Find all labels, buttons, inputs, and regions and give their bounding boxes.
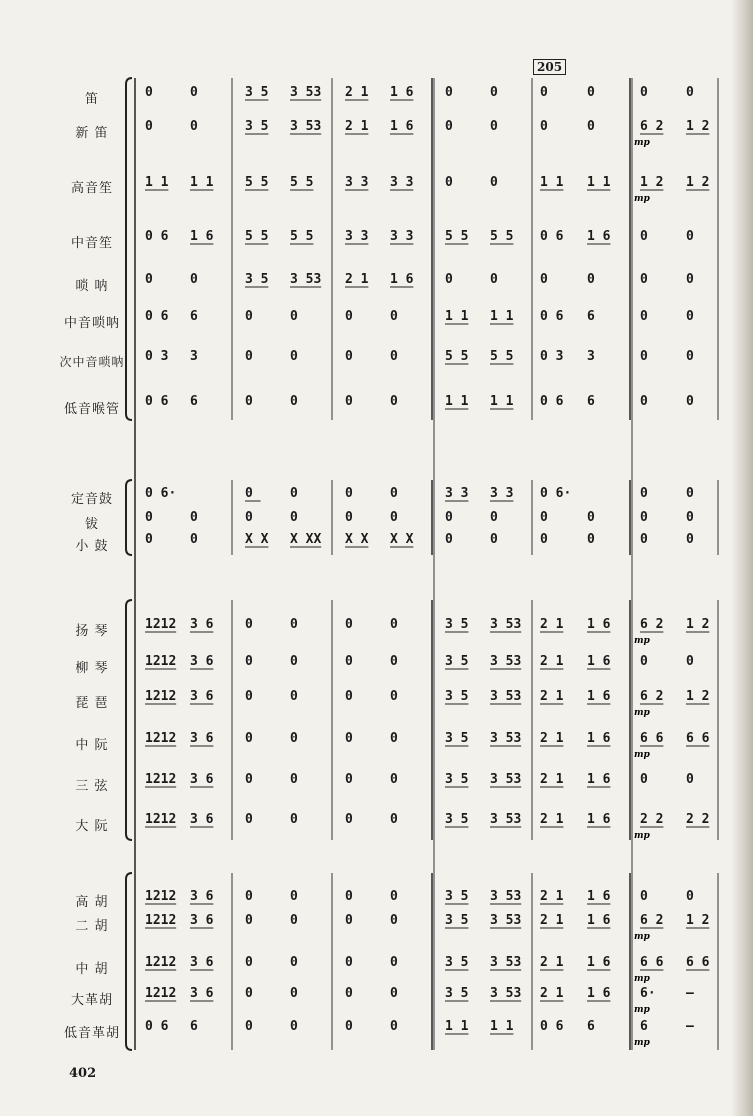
note-cell: 3 53 bbox=[490, 889, 522, 904]
note-cell: 1 6 bbox=[587, 986, 611, 1001]
instrument-label: 低音革胡 bbox=[63, 1026, 120, 1041]
note-cell: 0 bbox=[245, 689, 253, 704]
note-cell: 1 6 bbox=[587, 812, 611, 827]
note-cell: 0 bbox=[345, 772, 353, 787]
note-cell: 5 5 bbox=[490, 229, 514, 244]
note-cell: 3 5 bbox=[245, 85, 269, 100]
instrument-label: 大革胡 bbox=[70, 993, 113, 1008]
note-cell: 0 bbox=[390, 689, 398, 704]
instrument-label: 中音唢呐 bbox=[63, 316, 120, 331]
note-cell: 1 2 bbox=[686, 913, 710, 928]
note-cell: 1 1 bbox=[445, 394, 469, 409]
instrument-label: 定音鼓 bbox=[70, 492, 113, 507]
note-cell: 0 bbox=[490, 532, 498, 547]
dynamic-mark: mp bbox=[634, 831, 650, 841]
instrument-label: 高音笙 bbox=[70, 181, 113, 196]
note-cell: 0 bbox=[245, 731, 253, 746]
note-cell: 1212 bbox=[145, 617, 177, 632]
note-cell: – bbox=[686, 986, 694, 1001]
note-cell: 0 6 bbox=[540, 394, 564, 409]
note-cell: 0 bbox=[290, 654, 298, 669]
note-cell: 5 5 bbox=[290, 229, 314, 244]
note-cell: 2 1 bbox=[345, 119, 369, 134]
note-cell: 3 3 bbox=[490, 486, 514, 501]
instrument-label: 小 鼓 bbox=[75, 539, 109, 554]
note-cell: 0 bbox=[190, 532, 198, 547]
note-cell: 0 bbox=[190, 272, 198, 287]
note-cell: 3 5 bbox=[245, 119, 269, 134]
note-cell: 3 5 bbox=[445, 812, 469, 827]
note-cell: 0 bbox=[587, 85, 595, 100]
note-cell: 3 53 bbox=[290, 85, 322, 100]
note-cell: 6 2 bbox=[640, 689, 664, 704]
note-cell: 1 6 bbox=[587, 889, 611, 904]
note-cell: 0 bbox=[345, 394, 353, 409]
note-cell: 6· bbox=[640, 986, 656, 1001]
instrument-label: 低音喉管 bbox=[63, 402, 120, 417]
note-cell: 0 bbox=[290, 955, 298, 970]
note-cell: 1 6 bbox=[390, 85, 414, 100]
instrument-label: 大 阮 bbox=[75, 819, 109, 834]
note-cell: 5 5 bbox=[445, 229, 469, 244]
note-cell: 3 6 bbox=[190, 731, 214, 746]
note-cell: 0 bbox=[540, 510, 548, 525]
note-cell: 6 6 bbox=[640, 731, 664, 746]
note-cell: 3 53 bbox=[490, 812, 522, 827]
note-cell: 0 6 bbox=[145, 229, 169, 244]
instrument-label: 新 笛 bbox=[75, 126, 109, 141]
note-cell: 2 1 bbox=[540, 889, 564, 904]
note-cell: 0 bbox=[640, 654, 648, 669]
note-cell: 0 bbox=[540, 532, 548, 547]
note-cell: 0 bbox=[145, 510, 153, 525]
note-cell: 0 bbox=[245, 955, 253, 970]
note-cell: 3 53 bbox=[290, 272, 322, 287]
note-cell: 5 5 bbox=[445, 349, 469, 364]
note-cell: 0 3 bbox=[145, 349, 169, 364]
note-cell: 2 1 bbox=[540, 955, 564, 970]
note-cell: 3 5 bbox=[445, 731, 469, 746]
note-cell: 0 bbox=[640, 772, 648, 787]
note-cell: 1 1 bbox=[445, 309, 469, 324]
note-cell: 5 5 bbox=[490, 349, 514, 364]
note-cell: 0 bbox=[345, 1019, 353, 1034]
note-cell: – bbox=[686, 1019, 694, 1034]
note-cell: 0 bbox=[245, 913, 253, 928]
note-cell: 0 bbox=[490, 510, 498, 525]
instrument-label: 扬 琴 bbox=[75, 624, 109, 639]
note-cell: 3 5 bbox=[445, 617, 469, 632]
note-cell: 3 6 bbox=[190, 913, 214, 928]
note-cell: 0 bbox=[640, 486, 648, 501]
instrument-label: 中音笙 bbox=[70, 236, 113, 251]
note-cell: 6 2 bbox=[640, 617, 664, 632]
note-cell: 0 bbox=[640, 510, 648, 525]
note-cell: 0 bbox=[345, 654, 353, 669]
note-cell: X X bbox=[345, 532, 369, 547]
dynamic-mark: mp bbox=[634, 1005, 650, 1015]
note-cell: 2 2 bbox=[686, 812, 710, 827]
note-cell: 0 bbox=[490, 119, 498, 134]
note-cell: 0 bbox=[490, 272, 498, 287]
note-cell: 0 6 bbox=[145, 1019, 169, 1034]
note-cell: 0 bbox=[290, 731, 298, 746]
note-cell: 0 bbox=[345, 309, 353, 324]
note-cell: 0 bbox=[490, 175, 498, 190]
note-cell: 0 bbox=[390, 913, 398, 928]
note-cell: 0 bbox=[686, 486, 694, 501]
note-cell: 0 bbox=[445, 532, 453, 547]
note-cell: 0 6 bbox=[540, 309, 564, 324]
note-cell: 0 bbox=[640, 272, 648, 287]
note-cell: 0 bbox=[290, 1019, 298, 1034]
note-cell: 1212 bbox=[145, 913, 177, 928]
note-cell: 1 6 bbox=[587, 654, 611, 669]
note-cell: 0 bbox=[540, 272, 548, 287]
note-cell: 0 bbox=[345, 731, 353, 746]
note-cell: 3 5 bbox=[245, 272, 269, 287]
note-cell: 3 bbox=[190, 349, 198, 364]
note-cell: 0 bbox=[390, 654, 398, 669]
note-cell: 1212 bbox=[145, 689, 177, 704]
instrument-label: 琵 琶 bbox=[75, 696, 109, 711]
dynamic-mark: mp bbox=[634, 708, 650, 718]
note-cell: 3 53 bbox=[490, 689, 522, 704]
instrument-label: 钹 bbox=[84, 517, 99, 532]
note-cell: 3 53 bbox=[490, 731, 522, 746]
note-cell: 6 6 bbox=[686, 955, 710, 970]
note-cell: 3 53 bbox=[490, 986, 522, 1001]
note-cell: 0 6 bbox=[540, 1019, 564, 1034]
note-cell: 2 1 bbox=[540, 986, 564, 1001]
note-cell: 1 6 bbox=[587, 772, 611, 787]
note-cell: 1 6 bbox=[390, 119, 414, 134]
note-cell: 0 bbox=[686, 510, 694, 525]
note-cell: 1212 bbox=[145, 731, 177, 746]
note-cell: 2 1 bbox=[345, 272, 369, 287]
note-cell: 2 1 bbox=[540, 654, 564, 669]
note-cell: 0 bbox=[345, 986, 353, 1001]
note-cell: 3 6 bbox=[190, 654, 214, 669]
note-cell: 0 bbox=[390, 731, 398, 746]
instrument-label: 三 弦 bbox=[75, 779, 109, 794]
note-cell: 3 3 bbox=[390, 229, 414, 244]
note-cell: 1 6 bbox=[587, 955, 611, 970]
note-cell: 3 5 bbox=[445, 913, 469, 928]
note-cell: 0 bbox=[445, 119, 453, 134]
note-cell: 3 5 bbox=[445, 955, 469, 970]
note-cell: 0 bbox=[245, 986, 253, 1001]
dynamic-mark: mp bbox=[634, 636, 650, 646]
note-cell: 0 bbox=[390, 955, 398, 970]
note-cell: 3 6 bbox=[190, 955, 214, 970]
note-cell: 0 bbox=[245, 486, 253, 501]
note-cell: 5 5 bbox=[290, 175, 314, 190]
note-cell: 0 bbox=[245, 394, 253, 409]
note-cell: 0 bbox=[290, 986, 298, 1001]
note-cell: 0 6· bbox=[145, 486, 177, 501]
dynamic-mark: mp bbox=[634, 750, 650, 760]
note-cell: 0 bbox=[145, 532, 153, 547]
note-cell: 3 53 bbox=[490, 913, 522, 928]
note-cell: 6 2 bbox=[640, 119, 664, 134]
note-cell: 0 bbox=[587, 119, 595, 134]
note-cell: 6 bbox=[587, 1019, 595, 1034]
note-cell: 2 1 bbox=[540, 913, 564, 928]
note-cell: 0 bbox=[390, 812, 398, 827]
note-cell: 0 bbox=[587, 510, 595, 525]
note-cell: 0 bbox=[490, 85, 498, 100]
note-cell: 1 2 bbox=[640, 175, 664, 190]
note-cell: 0 bbox=[345, 812, 353, 827]
note-cell: 0 bbox=[190, 510, 198, 525]
dynamic-mark: mp bbox=[634, 974, 650, 984]
note-cell: 0 bbox=[145, 272, 153, 287]
note-cell: 3 53 bbox=[490, 617, 522, 632]
note-cell: 0 bbox=[290, 889, 298, 904]
note-cell: 0 bbox=[290, 394, 298, 409]
note-cell: 2 1 bbox=[540, 812, 564, 827]
note-cell: 1 1 bbox=[490, 309, 514, 324]
note-cell: 1 1 bbox=[190, 175, 214, 190]
note-cell: 6 6 bbox=[640, 955, 664, 970]
note-cell: 0 bbox=[686, 85, 694, 100]
note-cell: 0 bbox=[390, 617, 398, 632]
note-cell: 0 bbox=[345, 689, 353, 704]
note-cell: 0 bbox=[390, 889, 398, 904]
note-cell: 0 bbox=[686, 889, 694, 904]
note-cell: 0 bbox=[290, 772, 298, 787]
note-cell: 1212 bbox=[145, 772, 177, 787]
note-cell: 0 bbox=[686, 309, 694, 324]
note-cell: 0 bbox=[145, 85, 153, 100]
note-cell: 1 1 bbox=[490, 1019, 514, 1034]
note-cell: 0 bbox=[245, 510, 253, 525]
note-cell: 6 bbox=[190, 394, 198, 409]
note-cell: 0 bbox=[245, 1019, 253, 1034]
note-cell: X XX bbox=[290, 532, 322, 547]
note-cell: 0 bbox=[686, 272, 694, 287]
note-cell: 0 bbox=[445, 85, 453, 100]
instrument-label: 中 阮 bbox=[75, 738, 109, 753]
note-cell: 0 bbox=[587, 272, 595, 287]
note-cell: 0 bbox=[190, 85, 198, 100]
note-cell: 3 6 bbox=[190, 689, 214, 704]
instrument-label: 唢 呐 bbox=[75, 279, 109, 294]
note-cell: 0 bbox=[587, 532, 595, 547]
note-cell: 5 5 bbox=[245, 229, 269, 244]
instrument-label: 中 胡 bbox=[75, 962, 109, 977]
note-cell: 0 bbox=[145, 119, 153, 134]
note-cell: 1 2 bbox=[686, 617, 710, 632]
note-cell: 6 bbox=[190, 309, 198, 324]
note-cell: 2 1 bbox=[540, 731, 564, 746]
note-cell: 0 bbox=[345, 617, 353, 632]
note-cell: 1 6 bbox=[190, 229, 214, 244]
note-cell: 0 bbox=[390, 986, 398, 1001]
note-cell: 3 5 bbox=[445, 889, 469, 904]
note-cell: 0 bbox=[290, 812, 298, 827]
note-cell: 6 bbox=[640, 1019, 648, 1034]
note-cell: 0 bbox=[540, 85, 548, 100]
note-cell: 3 6 bbox=[190, 889, 214, 904]
dynamic-mark: mp bbox=[634, 138, 650, 148]
note-cell: 0 bbox=[390, 1019, 398, 1034]
note-cell: 6 2 bbox=[640, 913, 664, 928]
note-cell: 0 bbox=[445, 272, 453, 287]
note-cell: 3 5 bbox=[445, 654, 469, 669]
note-cell: 6 6 bbox=[686, 731, 710, 746]
note-cell: 2 2 bbox=[640, 812, 664, 827]
note-cell: 0 bbox=[686, 532, 694, 547]
note-cell: 1 1 bbox=[540, 175, 564, 190]
note-cell: 0 bbox=[290, 309, 298, 324]
note-cell: X X bbox=[390, 532, 414, 547]
note-cell: 0 bbox=[290, 913, 298, 928]
note-cell: 3 3 bbox=[445, 486, 469, 501]
note-cell: 0 bbox=[290, 689, 298, 704]
note-cell: 3 5 bbox=[445, 986, 469, 1001]
instrument-label: 柳 琴 bbox=[75, 661, 109, 676]
note-cell: 0 bbox=[345, 913, 353, 928]
note-cell: 3 6 bbox=[190, 617, 214, 632]
note-cell: 0 bbox=[245, 812, 253, 827]
note-cell: 0 bbox=[540, 119, 548, 134]
note-cell: 1212 bbox=[145, 955, 177, 970]
note-cell: 0 6 bbox=[540, 229, 564, 244]
note-cell: 1 6 bbox=[587, 731, 611, 746]
note-cell: 0 bbox=[245, 309, 253, 324]
note-cell: 0 bbox=[640, 349, 648, 364]
note-cell: 0 bbox=[390, 510, 398, 525]
note-cell: 1 2 bbox=[686, 119, 710, 134]
note-cell: 1 6 bbox=[390, 272, 414, 287]
note-cell: 1 1 bbox=[145, 175, 169, 190]
note-cell: 3 3 bbox=[390, 175, 414, 190]
note-cell: X X bbox=[245, 532, 269, 547]
note-cell: 2 1 bbox=[540, 689, 564, 704]
note-cell: 0 bbox=[640, 532, 648, 547]
dynamic-mark: mp bbox=[634, 1038, 650, 1048]
note-cell: 0 bbox=[245, 889, 253, 904]
note-cell: 6 bbox=[587, 309, 595, 324]
note-cell: 0 bbox=[640, 85, 648, 100]
note-cell: 0 bbox=[345, 955, 353, 970]
note-cell: 1 6 bbox=[587, 229, 611, 244]
note-cell: 0 bbox=[640, 229, 648, 244]
note-cell: 0 6· bbox=[540, 486, 572, 501]
note-cell: 0 bbox=[245, 617, 253, 632]
note-cell: 0 bbox=[245, 772, 253, 787]
note-cell: 1 1 bbox=[490, 394, 514, 409]
note-cell: 1 1 bbox=[587, 175, 611, 190]
page-edge-shadow bbox=[731, 0, 753, 1116]
note-cell: 0 bbox=[640, 394, 648, 409]
note-cell: 0 bbox=[245, 654, 253, 669]
note-cell: 1212 bbox=[145, 986, 177, 1001]
note-cell: 3 6 bbox=[190, 772, 214, 787]
note-cell: 0 bbox=[445, 175, 453, 190]
note-cell: 0 bbox=[390, 349, 398, 364]
note-cell: 0 bbox=[290, 510, 298, 525]
instrument-label: 二 胡 bbox=[75, 919, 109, 934]
note-cell: 0 bbox=[345, 889, 353, 904]
note-cell: 3 6 bbox=[190, 812, 214, 827]
note-cell: 2 1 bbox=[540, 617, 564, 632]
dynamic-mark: mp bbox=[634, 194, 650, 204]
dynamic-mark: mp bbox=[634, 932, 650, 942]
note-cell: 0 bbox=[686, 349, 694, 364]
note-cell: 3 bbox=[587, 349, 595, 364]
note-cell: 0 bbox=[345, 510, 353, 525]
note-cell: 0 bbox=[190, 119, 198, 134]
note-cell: 0 bbox=[390, 309, 398, 324]
note-cell: 1 6 bbox=[587, 617, 611, 632]
note-cell: 2 1 bbox=[345, 85, 369, 100]
note-cell: 0 bbox=[345, 486, 353, 501]
note-cell: 5 5 bbox=[245, 175, 269, 190]
instrument-label: 次中音唢呐 bbox=[59, 355, 125, 369]
note-cell: 0 bbox=[290, 617, 298, 632]
note-cell: 0 3 bbox=[540, 349, 564, 364]
page-number: 402 bbox=[69, 1066, 97, 1081]
note-cell: 1 2 bbox=[686, 689, 710, 704]
instrument-label: 笛 bbox=[84, 92, 99, 107]
note-cell: 3 5 bbox=[445, 689, 469, 704]
note-cell: 1212 bbox=[145, 812, 177, 827]
note-cell: 0 bbox=[345, 349, 353, 364]
note-cell: 1 6 bbox=[587, 689, 611, 704]
note-cell: 0 bbox=[686, 772, 694, 787]
note-cell: 3 53 bbox=[490, 955, 522, 970]
note-cell: 3 53 bbox=[490, 772, 522, 787]
note-cell: 3 53 bbox=[290, 119, 322, 134]
note-cell: 1 1 bbox=[445, 1019, 469, 1034]
note-cell: 0 6 bbox=[145, 394, 169, 409]
note-cell: 0 bbox=[686, 229, 694, 244]
note-cell: 0 bbox=[390, 486, 398, 501]
note-cell: 6 bbox=[190, 1019, 198, 1034]
note-cell: 3 53 bbox=[490, 654, 522, 669]
note-cell: 3 6 bbox=[190, 986, 214, 1001]
note-cell: 3 5 bbox=[445, 772, 469, 787]
note-cell: 6 bbox=[587, 394, 595, 409]
note-cell: 3 3 bbox=[345, 175, 369, 190]
note-cell: 0 bbox=[390, 394, 398, 409]
note-cell: 0 bbox=[290, 486, 298, 501]
note-cell: 0 bbox=[390, 772, 398, 787]
instrument-label: 高 胡 bbox=[75, 895, 109, 910]
note-cell: 0 bbox=[245, 349, 253, 364]
note-cell: 1 2 bbox=[686, 175, 710, 190]
note-cell: 0 bbox=[686, 654, 694, 669]
note-cell: 0 bbox=[640, 309, 648, 324]
note-cell: 3 3 bbox=[345, 229, 369, 244]
note-cell: 2 1 bbox=[540, 772, 564, 787]
note-cell: 1212 bbox=[145, 654, 177, 669]
note-cell: 0 bbox=[445, 510, 453, 525]
note-cell: 0 6 bbox=[145, 309, 169, 324]
rehearsal-mark: 205 bbox=[533, 59, 566, 75]
note-cell: 1212 bbox=[145, 889, 177, 904]
note-cell: 1 6 bbox=[587, 913, 611, 928]
note-cell: 0 bbox=[290, 349, 298, 364]
note-cell: 0 bbox=[686, 394, 694, 409]
note-cell: 0 bbox=[640, 889, 648, 904]
